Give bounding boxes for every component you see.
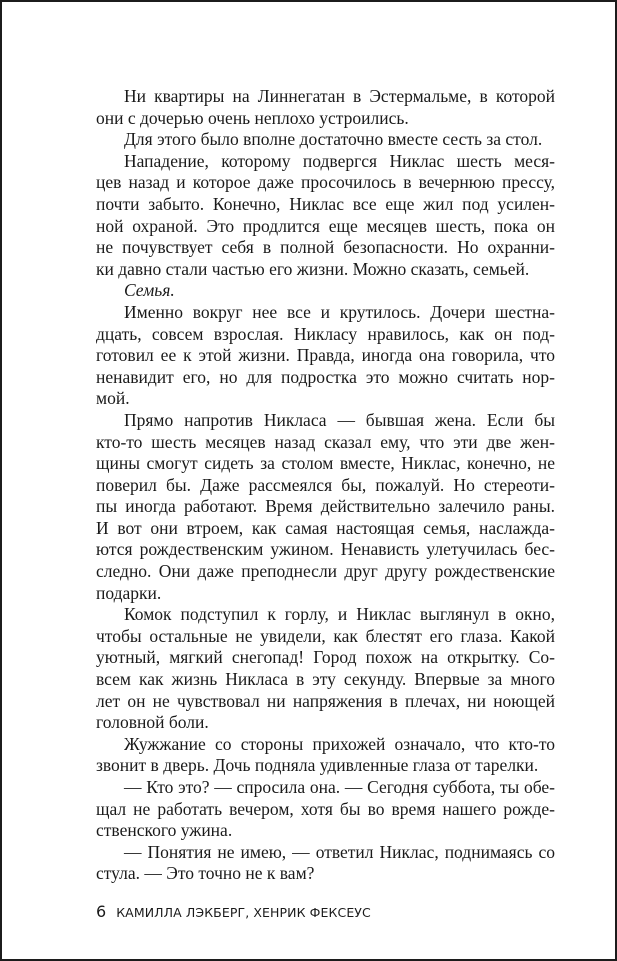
text-line: пы иногда работают. Время действительно залечило раны. [96,496,555,517]
text-line: Комок подступил к горлу, и Никлас выглянул в окно, [124,604,555,625]
text-line: кто-то шесть месяцев назад сказал ему, что эти две жен- [96,431,555,452]
text-line: ки давно стали частью его жизни. Можно сказать, семьей. [96,258,530,279]
text-line: поверил бы. Даже рассмеялся бы, пожалуй. Но стереоти- [96,474,555,495]
text-line: чтобы остальные не увидели, как блестят его глаза. Какой [96,625,555,646]
text-line: Прямо напротив Никласа — бывшая жена. Если бы [124,409,555,430]
text-line: ной охраной. Это продлится еще месяцев шесть, пока он [96,215,555,236]
text-line: звонит в дверь. Дочь подняла удивленные глаза от тарелки. [96,755,539,776]
text-line: — Понятия не имею, — ответил Никлас, поднимаясь со [124,841,555,862]
text-line: Для этого было вполне достаточно вместе сесть за стол. [124,129,543,150]
page-number: 6 [96,902,107,921]
text-line: мой. [96,388,130,409]
italic-text-line: Семья. [124,280,175,301]
text-line: Нападение, которому подвергся Никлас шесть меся- [124,150,555,171]
text-line: почти забыто. Конечно, Никлас все еще жил под усилен- [96,193,555,214]
text-line: головной боли. [96,712,209,733]
text-line: Ни квартиры на Линнегатан в Эстермальме, в которой [124,86,555,106]
text-line: подарки. [96,582,162,603]
text-line: ственского ужина. [96,820,233,841]
text-line: ненавидит его, но для подростка это можно считать нор- [96,366,555,387]
text-line: И вот они втроем, как самая настоящая семья, наслажда- [96,517,555,538]
text-line: Жужжание со стороны прихожей означало, что кто-то [124,733,555,754]
text-line: не почувствует себя в полной безопасности. Но охранни- [96,237,555,258]
text-line: следно. Они даже преподнесли друг другу рождественские [96,561,555,582]
text-line: — Кто это? — спросила она. — Сегодня суббота, ты обе- [124,777,555,797]
text-line: лет он не чувствовал ни напряжения в плечах, ни ноющей [96,690,555,711]
text-line: щал не работать вечером, хотя бы во время нашего рожде- [96,798,555,819]
running-footer [96,902,371,921]
text-line: они с дочерью очень неплохо устроились. [96,107,409,128]
text-line: стула. — Это точно не к вам? [96,863,315,884]
text-line: всем как жизнь Никласа в эту секунду. Впервые за много [96,669,555,690]
text-line: уютный, мягкий снегопад! Город похож на открытку. Со- [96,647,555,668]
text-line: дцать, совсем взрослая. Никласу нравилось, как он под- [96,323,555,344]
body-text [96,86,555,885]
text-line: щины смогут сидеть за столом вместе, Никлас, конечно, не [96,453,555,474]
text-line: Именно вокруг нее все и крутилось. Дочери шестна- [124,301,555,322]
text-line: цев назад и которое даже просочилось в вечернюю прессу, [96,172,555,193]
text-line: ются рождественским ужином. Ненависть улетучилась бес- [96,539,555,560]
text-line: готовил ее к этой жизни. Правда, иногда она говорила, что [96,345,555,366]
running-footer-authors: КАМИЛЛА ЛЭКБЕРГ, ХЕНРИК ФЕКСЕУС [116,905,371,920]
